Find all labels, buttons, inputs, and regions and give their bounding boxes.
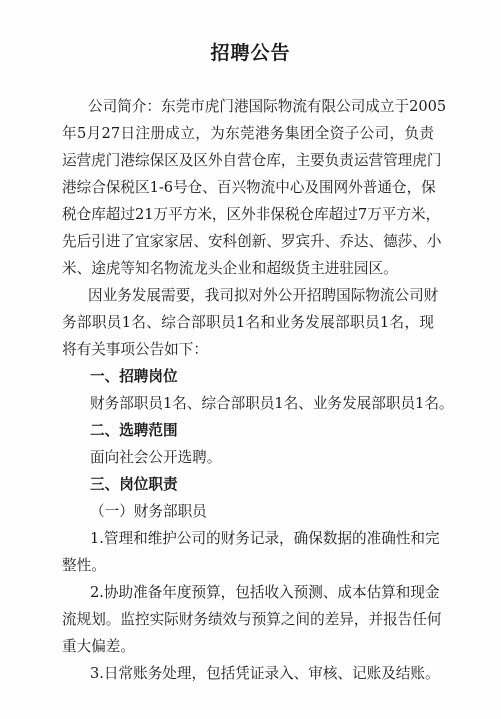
duty-2-line-2: 流规划。监控实际财务绩效与预算之间的差异，并报告任何 <box>62 611 442 628</box>
section-body-scope: 面向社会公开选聘。 <box>90 449 222 466</box>
intro-line-5: 税仓库超过21万平方米，区外非保税仓库超过7万平方米， <box>62 206 441 223</box>
section-heading-duties: 三、岗位职责 <box>90 476 178 493</box>
document-title: 招聘公告 <box>210 42 291 64</box>
subsection-heading-finance: （一）财务部职员 <box>90 503 207 520</box>
duty-2-line-1: 2.协助准备年度预算，包括收入预测、成本估算和现金 <box>90 584 440 601</box>
intro-line-3: 运营虎门港综保区及区外自营仓库，主要负责运营管理虎门 <box>62 152 442 169</box>
intro-line-4: 港综合保税区1-6号仓、百兴物流中心及围网外普通仓，保 <box>62 179 436 196</box>
need-line-1: 因业务发展需要，我司拟对外公开招聘国际物流公司财 <box>88 287 439 304</box>
intro-line-2: 年5月27日注册成立，为东莞港务集团全资子公司，负责 <box>62 125 434 142</box>
need-line-3: 将有关事项公告如下： <box>62 341 208 358</box>
section-heading-scope: 二、选聘范围 <box>90 422 178 439</box>
intro-line-7: 米、途虎等知名物流龙头企业和超级货主进驻园区。 <box>62 260 398 277</box>
duty-1-line-2: 整性。 <box>62 557 106 574</box>
intro-line-1: 公司简介：东莞市虎门港国际物流有限公司成立于2005 <box>88 98 447 115</box>
duty-3-line-1: 3.日常账务处理，包括凭证录入、审核、记账及结账。 <box>90 665 440 682</box>
intro-line-6: 先后引进了宜家家居、安科创新、罗宾升、乔达、德莎、小 <box>62 233 442 250</box>
section-heading-positions: 一、招聘岗位 <box>90 368 178 385</box>
duty-1-line-1: 1.管理和维护公司的财务记录，确保数据的准确性和完 <box>90 530 440 547</box>
need-line-2: 务部职员1名、综合部职员1名和业务发展部职员1名，现 <box>62 314 434 331</box>
section-body-positions: 财务部职员1名、综合部职员1名、业务发展部职员1名。 <box>90 395 454 412</box>
duty-2-line-3: 重大偏差。 <box>62 638 135 655</box>
